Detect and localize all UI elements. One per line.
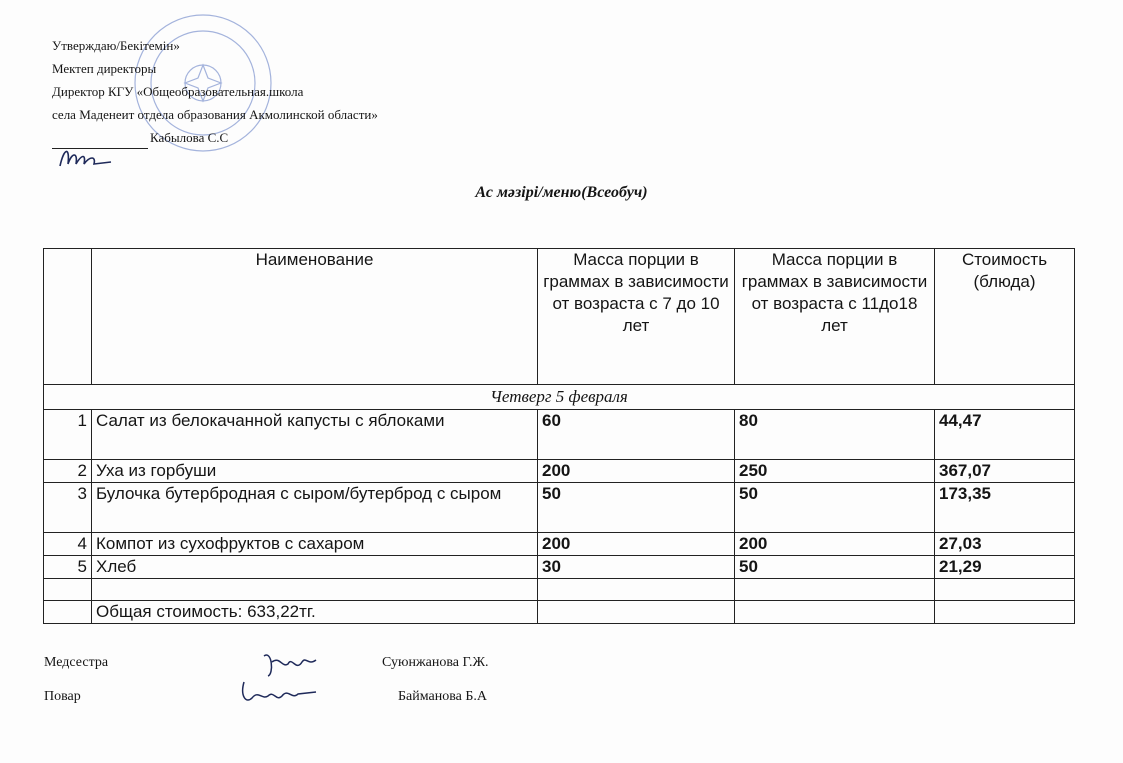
header-mass-7-10: Масса порции в граммах в зависимости от возраста с 7 до 10 лет: [538, 249, 735, 385]
row-mass-7-10: 200: [538, 533, 735, 556]
empty-row: [44, 579, 1075, 601]
row-mass-11-18: 50: [735, 556, 935, 579]
row-mass-11-18: 80: [735, 410, 935, 460]
row-price: 173,35: [935, 483, 1075, 533]
approval-block: [52, 34, 378, 149]
header-price: Стоимость (блюда): [935, 249, 1075, 385]
row-name: Хлеб: [92, 556, 538, 579]
menu-table: [43, 248, 1075, 624]
table-row: [44, 533, 1075, 556]
row-num: 1: [44, 410, 92, 460]
row-name: Салат из белокачанной капусты с яблоками: [92, 410, 538, 460]
total-row: [44, 601, 1075, 624]
row-num: 2: [44, 460, 92, 483]
row-mass-7-10: 200: [538, 460, 735, 483]
nurse-signature-icon: [258, 648, 322, 680]
cook-name: Байманова Б.А: [398, 689, 488, 704]
table-row: [44, 556, 1075, 579]
cook-signature-icon: [236, 678, 320, 710]
row-price: 27,03: [935, 533, 1075, 556]
row-mass-11-18: 50: [735, 483, 935, 533]
row-name: Компот из сухофруктов с сахаром: [92, 533, 538, 556]
row-mass-11-18: 200: [735, 533, 935, 556]
row-name: Уха из горбуши: [92, 460, 538, 483]
cook-role: Повар: [44, 689, 81, 704]
table-header-row: [44, 249, 1075, 385]
table-row: [44, 410, 1075, 460]
header-mass-11-18: Масса порции в граммах в зависимости от возраста с 11до18 лет: [735, 249, 935, 385]
nurse-name: Суюнжанова Г.Ж.: [382, 655, 489, 670]
row-mass-7-10: 30: [538, 556, 735, 579]
row-num: 3: [44, 483, 92, 533]
row-price: 367,07: [935, 460, 1075, 483]
header-num: [44, 249, 92, 385]
table-row: [44, 483, 1075, 533]
approval-line-3: Директор КГУ «Общеобразовательная.школа: [52, 84, 304, 99]
row-price: 44,47: [935, 410, 1075, 460]
row-num: 5: [44, 556, 92, 579]
row-mass-11-18: 250: [735, 460, 935, 483]
row-num: 4: [44, 533, 92, 556]
day-row: [44, 385, 1075, 410]
approval-signer: Кабылова С.С: [150, 130, 229, 145]
table-row: [44, 460, 1075, 483]
director-signature-icon: [56, 142, 116, 178]
row-mass-7-10: 60: [538, 410, 735, 460]
approval-line-1: Утверждаю/Бекітемін»: [52, 38, 180, 53]
approval-line-4: села Маденеит отдела образования Акмолинской области»: [52, 107, 378, 122]
nurse-role: Медсестра: [44, 655, 109, 670]
footer-cook: [44, 689, 488, 705]
row-name: Булочка бутербродная с сыром/бутерброд с сыром: [92, 483, 538, 533]
header-name: Наименование: [92, 249, 538, 385]
approval-line-2: Мектеп директоры: [52, 61, 157, 76]
row-mass-7-10: 50: [538, 483, 735, 533]
day-label: Четверг 5 февраля: [44, 385, 1075, 410]
page-title: Ас мәзірі/меню(Всеобуч): [475, 184, 648, 201]
row-price: 21,29: [935, 556, 1075, 579]
total-price: Общая стоимость: 633,22тг.: [92, 601, 538, 624]
footer-nurse: [44, 655, 489, 671]
